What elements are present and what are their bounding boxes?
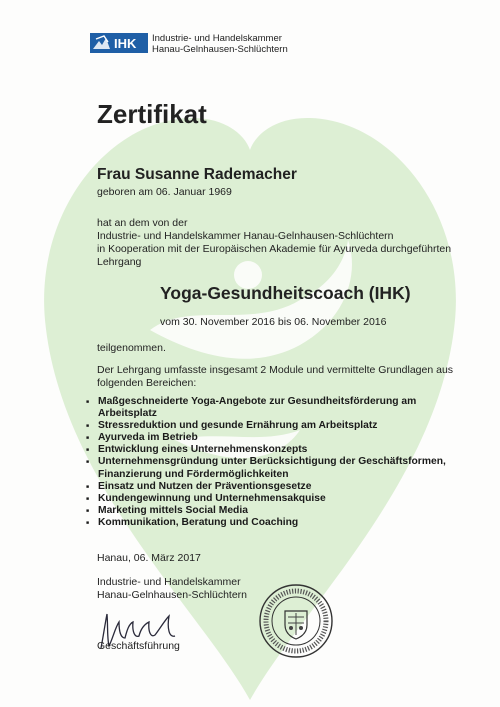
intro-line: in Kooperation mit der Europäischen Akademie für Ayurveda durchgeführten (97, 243, 452, 255)
scope-line: folgenden Bereichen: (97, 377, 197, 389)
birth-line: geboren am 06. Januar 1969 (97, 186, 232, 198)
list-item: ■ Marketing mittels Social Media (86, 505, 446, 517)
list-item: ■ Kundengewinnung und Unternehmensakquise (86, 493, 446, 505)
intro-line: hat an dem von der (97, 217, 188, 229)
certificate-title: Zertifikat (97, 99, 207, 129)
issuer-line2: Hanau-Gelnhausen-Schlüchtern (97, 589, 248, 601)
list-item: ■ Kommunikation, Beratung und Coaching (86, 517, 446, 529)
place-date: Hanau, 06. März 2017 (97, 552, 201, 564)
date-range: vom 30. November 2016 bis 06. November 2016 (160, 316, 387, 328)
issuer-line1: Industrie- und Handelskammer (97, 576, 241, 588)
course-title: Yoga-Gesundheitscoach (IHK) (160, 283, 411, 303)
header-org-line2: Hanau-Gelnhausen-Schlüchtern (152, 44, 288, 55)
header-org-line1: Industrie- und Handelskammer (152, 33, 282, 44)
participated-text: teilgenommen. (97, 342, 166, 354)
list-item: ■ Unternehmensgründung unter Berücksichtigung der Geschäftsformen, Finanzierung und Fördermöglichkeiten (86, 456, 446, 480)
intro-line: Lehrgang (97, 256, 142, 268)
scope-line: Der Lehrgang umfasste insgesamt 2 Module und vermittelte Grundlagen aus (97, 364, 454, 376)
signature-role: Geschäftsführung (97, 640, 180, 652)
list-item: ■ Entwicklung eines Unternehmenskonzepts (86, 444, 446, 456)
intro-line: Industrie- und Handelskammer Hanau-Gelnhausen-Schlüchtern (97, 230, 394, 242)
list-item: ■ Stressreduktion und gesunde Ernährung am Arbeitsplatz (86, 420, 446, 432)
list-item: ■ Einsatz und Nutzen der Präventionsgesetze (86, 481, 446, 493)
recipient-name: Frau Susanne Rademacher (97, 166, 297, 183)
topic-list (86, 396, 446, 529)
logo-text: IHK (114, 36, 137, 51)
list-item: ■ Ayurveda im Betrieb (86, 432, 446, 444)
ihk-logo-icon (90, 33, 148, 53)
list-item: ■ Maßgeschneiderte Yoga-Angebote zur Gesundheitsförderung am Arbeitsplatz (86, 396, 446, 420)
official-seal-icon (258, 583, 334, 659)
